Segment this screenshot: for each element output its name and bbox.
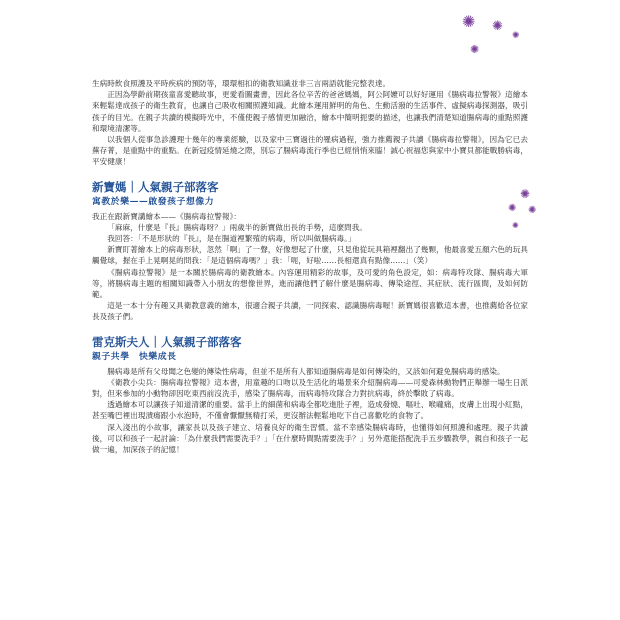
body-paragraph: 這是一本十分有趣又具衛教意義的繪本，很適合親子共讀，一同探索、認識腸病毒喔！新寶媽很喜歡這本書，也推薦給各位家長及孩子們。 xyxy=(92,301,528,322)
body-paragraph: 正因為學齡前期孩童喜愛聽故事，更愛看圖畫書，因此各位辛苦的爸爸媽媽，阿公阿嬤可以好好運用《腸病毒拉警報》這繪本來輕鬆達成孩子的衛生教育，也讓自己吸收相關照護知識。此繪本運用鮮明的角色、生動活潑的生活事件、虛擬病毒探測器，吸引孩子的目光。在親子共讀的模擬時光中，不僅使親子感情更加融洽，繪本中簡明扼要的描述，也讓我們清楚知道腸病毒的重點照護和環境清潔等。 xyxy=(92,90,528,133)
flower-decoration-icon: ✺ xyxy=(508,203,517,214)
section-subtitle: 寓教於樂——啟發孩子想像力 xyxy=(92,196,215,207)
body-paragraph: 《衛教小尖兵：腸病毒拉警報》這本書，用童趣的口吻以及生活化的場景來介紹腸病毒——可愛森林動物們正舉辦一場生日派對，但來參加的小動物卻因吃東西前沒洗手，感染了腸病毒，而病毒特攻隊合力對抗病毒，終於擊敗了病毒。 xyxy=(92,377,528,399)
flower-decoration-icon: ✺ xyxy=(512,221,519,230)
body-paragraph: 深入淺出的小故事，讓家長以及孩子建立、培養良好的衛生習慣。當不幸感染腸病毒時，也懂得如何照護和處理。親子共讀後，可以和孩子一起討論：「為什麼我們需要洗手？」「在什麼時間點需要洗手？」另外還能搭配洗手五步驟教學，親自和孩子一起做一遍，加深孩子的記憶！ xyxy=(92,422,528,455)
section-subtitle: 親子共學 快樂成長 xyxy=(92,351,177,362)
section-title: 新寶媽｜人氣親子部落客 xyxy=(92,179,219,194)
flower-decoration-icon: ✺ xyxy=(470,43,480,56)
body-paragraph: 我正在跟新寶講繪本——《腸病毒拉警報》： xyxy=(92,211,242,221)
body-paragraph: 生病時飲食照護及平時疾病的預防等，環環相扣的衛教知識並非三言兩語就能完整表達。 xyxy=(92,79,391,88)
body-paragraph: 「麻麻，什麼是『長』腸病毒呀？」兩歲半的新寶做出長的手勢，這麼問我。 xyxy=(107,222,368,232)
page-content xyxy=(92,78,531,455)
flower-decoration-icon: ✺ xyxy=(512,31,520,41)
section-title: 雷克斯夫人｜人氣親子部落客 xyxy=(92,334,242,349)
intro-section xyxy=(92,78,528,168)
flower-decoration-icon: ✺ xyxy=(492,19,503,34)
body-paragraph: 透過繪本可以讓孩子知道清潔的重要。當手上的細菌和病毒全都吃進肚子裡，造成發燒、嘔吐、喉嚨痛，皮膚上出現小紅點，甚至嘴巴裡出現潰瘍跟小水泡時，不僅會懨懨無精打采，更沒辦法輕鬆地吃下自己喜歡吃的食物了。 xyxy=(92,400,528,421)
body-paragraph: 腸病毒是所有父母聞之色變的傳染性病毒，但並不是所有人都知道腸病毒是如何傳染的，又該如何避免腸病毒的感染。 xyxy=(107,366,505,376)
flower-decoration-icon: ✺ xyxy=(528,205,537,216)
body-paragraph: 以我個人從事急診護理十幾年的專業經驗，以及家中三寶過往的罹病過程，強力推薦親子共讀《腸病毒拉警報》，因為它已去蕪存菁，是重點中的重點。在新冠疫情延燒之際，別忘了腸病毒流行季也已經悄悄來臨！誠心祝福您與家中小寶貝都能戰勝病毒，平安健康！ xyxy=(92,135,528,167)
review-section-rex xyxy=(92,335,528,456)
flower-decoration-icon: ✺ xyxy=(520,187,531,201)
flower-decoration-icon: ✺ xyxy=(462,12,476,31)
body-paragraph: 我回答：「不是形狀的『長』，是在腸道裡繁殖的病毒，所以叫做腸病毒。」 xyxy=(107,234,356,244)
review-section-xinbao xyxy=(92,179,531,323)
body-paragraph: 新寶盯著繪本上的病毒形狀，忽然「啊」了一聲，好像想起了什麼，只見他從玩具箱裡翻出了幾顆，他最喜愛五顏六色的玩具觸覺球，握在手上晃啊晃的問我：「是這個病毒嗎？」我：「呃，好啦……長相還真有點像……」（笑） xyxy=(92,245,528,266)
body-paragraph: 《腸病毒拉警報》是一本關於腸病毒的衛教繪本。內容運用精彩的故事，及可愛的角色設定，如：病毒特攻隊、腸病毒大軍等，將腸病毒主題的相關知識帶入小朋友的想像世界，進而讓他們了解什麼是腸病毒、傳染途徑、其症狀、流行區間，及如何防範。 xyxy=(92,267,528,300)
